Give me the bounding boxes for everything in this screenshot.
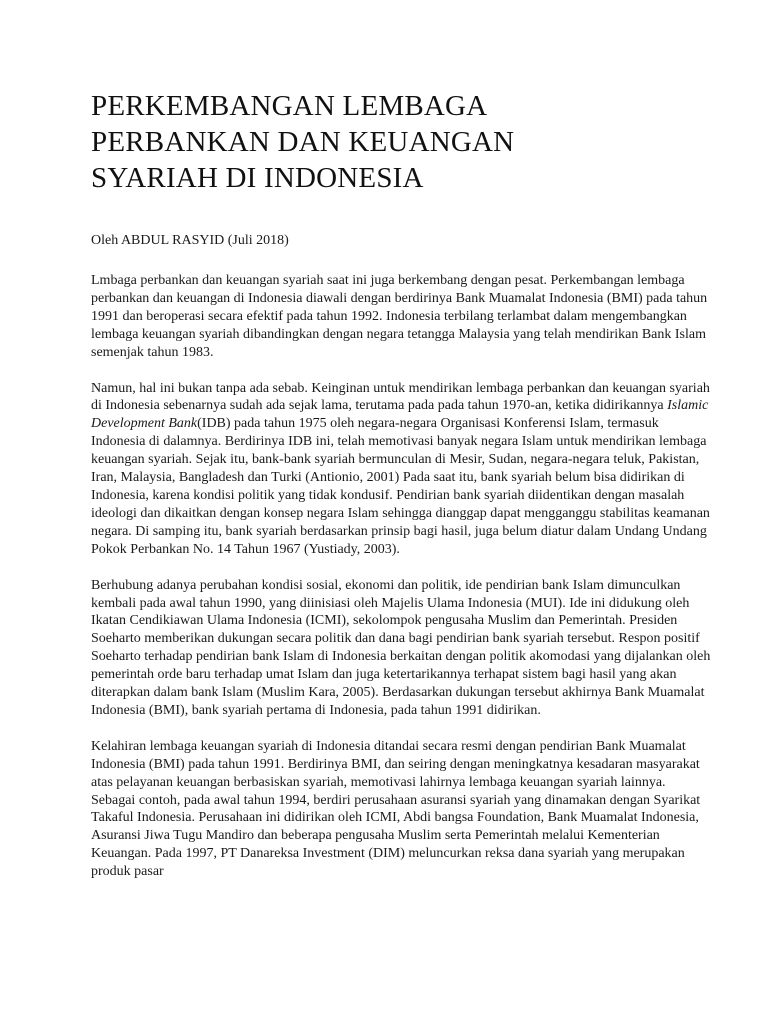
paragraph-2-italic-term: Islamic Development Bank	[91, 398, 709, 432]
paragraph-4: Kelahiran lembaga keuangan syariah di Indonesia ditandai secara resmi dengan pendirian Bank Muamalat Indonesia (BMI) pada tahun 1991. Berdirinya BMI, dan seiring dengan meningkatnya kesadaran masyarakat atas pelayanan keuangan berbasiskan syariah, memotivasi lahirnya lembaga keuangan syariah lainnya. Sebagai contoh, pada awal tahun 1994, berdiri perusahaan asuransi syariah yang dinamakan dengan Syarikat Takaful Indonesia. Perusahaan ini didirikan oleh ICMI, Abdi bangsa Foundation, Bank Muamalat Indonesia, Asuransi Jiwa Tugu Mandiro dan beberapa pengusaha Muslim serta Pemerintah melalui Kementerian Keuangan. Pada 1997, PT Danareksa Investment (DIM) meluncurkan reksa dana syariah yang merupakan produk pasar	[91, 738, 701, 880]
paragraph-2	[91, 380, 711, 559]
author-byline: Oleh ABDUL RASYID (Juli 2018)	[91, 233, 289, 248]
paragraph-2-text-after: (IDB) pada tahun 1975 oleh negara-negara Organisasi Konferensi Islam, termasuk Indonesia di dalamnya. Berdirinya IDB ini, telah memotivasi banyak negara Islam untuk mendirikan lembaga keuangan syariah. Sejak itu, bank-bank syariah bermunculan di Mesir, Sudan, negara-negara teluk, Pakistan, Iran, Malaysia, Bangladesh dan Turki (Antionio, 2001) Pada saat itu, bank syariah belum bisa didirikan di Indonesia, karena kondisi politik yang tidak kondusif. Pendirian bank syariah diidentikan dengan masalah ideologi dan dikaitkan dengan konsep negara Islam sehingga dianggap dapat mengganggu stabilitas keamanan negara. Di samping itu, bank syariah berdasarkan prinsip bagi hasil, juga belum diatur dalam Undang Undang Pokok Perbankan No. 14 Tahun 1967 (Yustiady, 2003).	[91, 416, 710, 557]
paragraph-1: Lmbaga perbankan dan keuangan syariah saat ini juga berkembang dengan pesat. Perkembangan lembaga perbankan dan keuangan di Indonesia diawali dengan berdirinya Bank Muamalat Indonesia (BMI) pada tahun 1991 dan beroperasi secara efektif pada tahun 1992. Indonesia terbilang terlambat dalam mengembangkan lembaga keuangan syariah dibandingkan dengan negara tetangga Malaysia yang telah mendirikan Bank Islam semenjak tahun 1983.	[91, 273, 708, 360]
document-title: PERKEMBANGAN LEMBAGA PERBANKAN DAN KEUANGAN SYARIAH DI INDONESIA	[91, 90, 515, 194]
paragraph-2-text-before: Namun, hal ini bukan tanpa ada sebab. Keinginan untuk mendirikan lembaga perbankan dan keuangan syariah di Indonesia sebenarnya sudah ada sejak lama, terutama pada pada tahun 1970-an, ketika didirikannya	[91, 380, 710, 414]
paragraph-3: Berhubung adanya perubahan kondisi sosial, ekonomi dan politik, ide pendirian bank Islam dimunculkan kembali pada awal tahun 1990, yang diinisiasi oleh Majelis Ulama Indonesia (MUI). Ide ini didukung oleh Ikatan Cendikiawan Ulama Indonesia (ICMI), sekolompok pengusaha Muslim dan Pemerintah. Presiden Soeharto memberikan dukungan secara politik dan dana bagi pendirian bank syariah tersebut. Respon positif Soeharto terhadap pendirian bank Islam di Indonesia berkaitan dengan politik akomodasi yang dijalankan oleh pemerintah orde baru terhadap umat Islam dan juga ketertarikannya terhapat sistem bagi hasil yang akan diterapkan dalam bank Islam (Muslim Kara, 2005). Berdasarkan dukungan tersebut akhirnya Bank Muamalat Indonesia (BMI), bank syariah pertama di Indonesia, pada tahun 1991 didirikan.	[91, 577, 711, 718]
document-body	[91, 272, 711, 881]
